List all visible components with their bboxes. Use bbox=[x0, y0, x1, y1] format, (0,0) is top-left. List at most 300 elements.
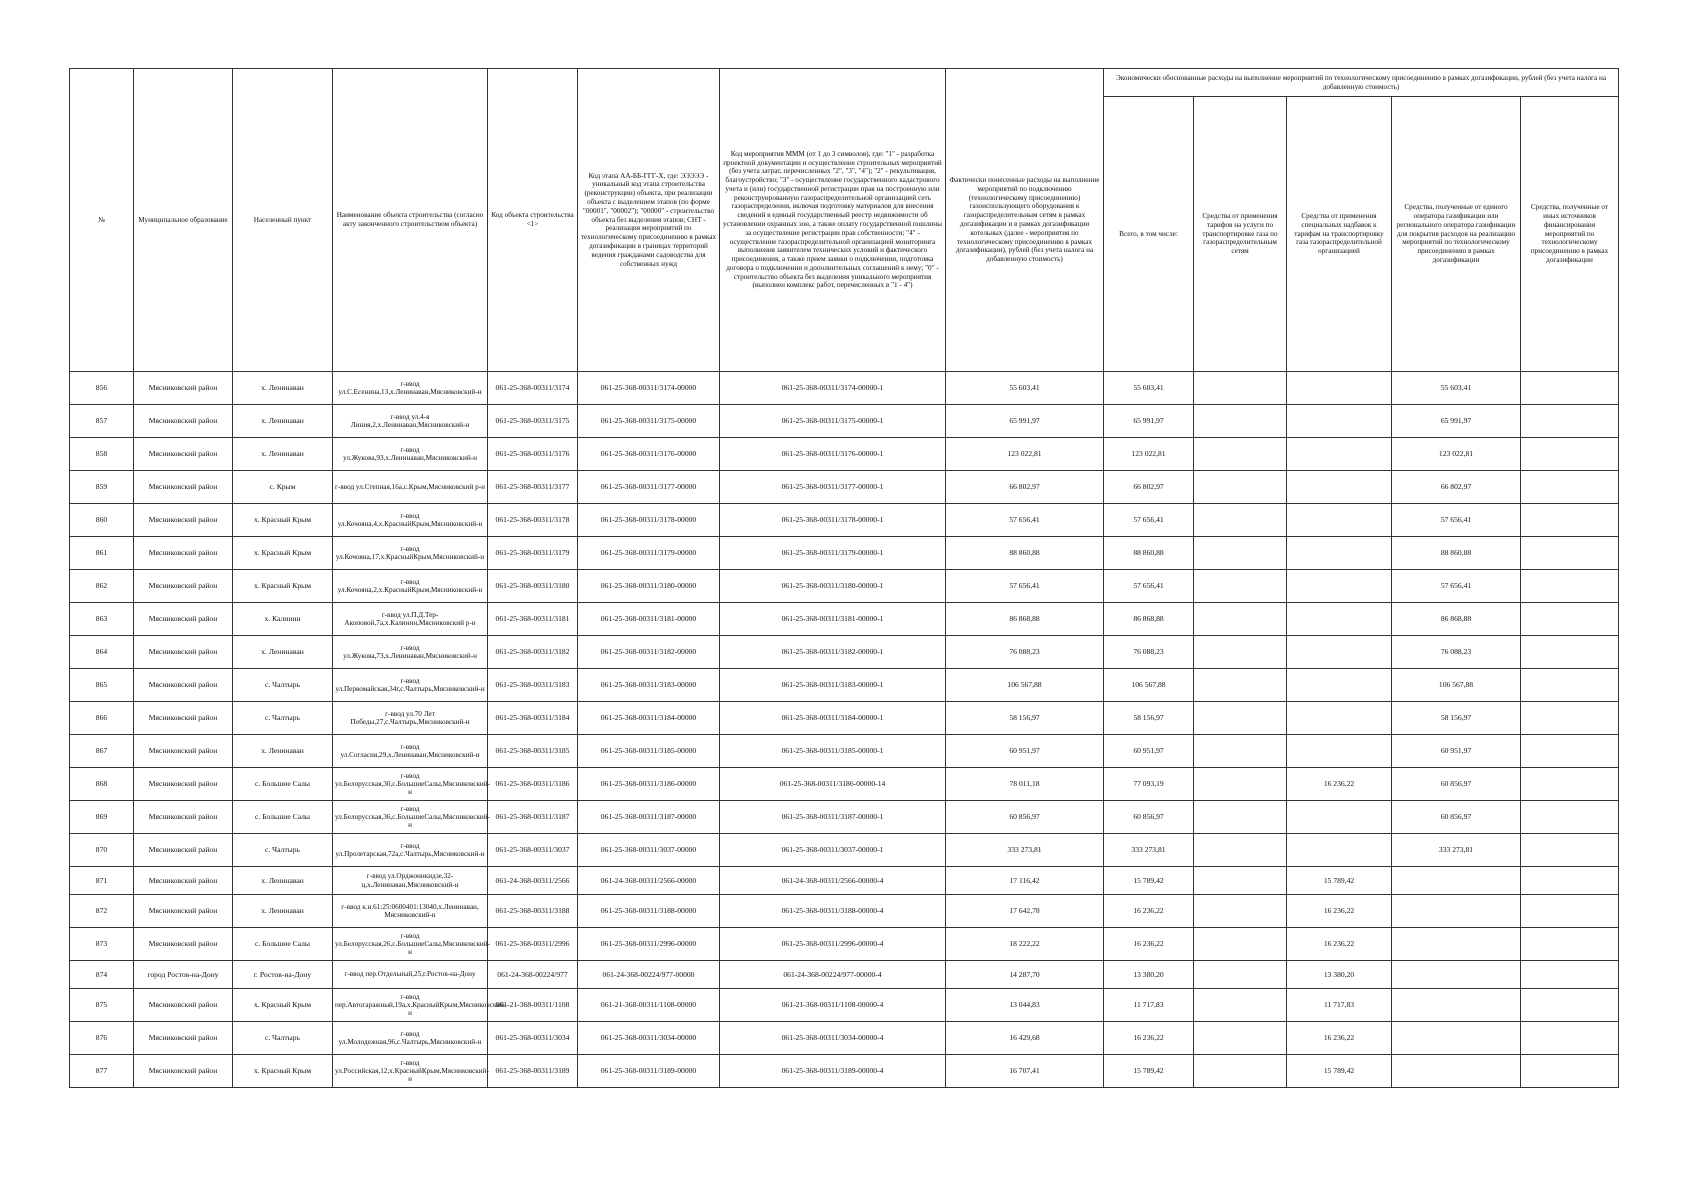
cell-settlement: с. Чалтырь bbox=[233, 834, 333, 867]
cell-settlement: х. Ленинаван bbox=[233, 867, 333, 895]
table-header bbox=[70, 69, 1619, 372]
cell-measure-code: 061-25-368-00311/3184-00000-1 bbox=[720, 702, 946, 735]
cell-actual-costs: 333 273,81 bbox=[946, 834, 1104, 867]
cell-operator-funds: 55 603,41 bbox=[1392, 372, 1521, 405]
cell-operator-funds: 57 656,41 bbox=[1392, 504, 1521, 537]
table-body bbox=[70, 372, 1619, 1088]
cell-tariff-transport bbox=[1194, 989, 1287, 1022]
cell-object-name: г-ввод пер.Отдельный,25,г.Ростов-на-Дону bbox=[333, 961, 488, 989]
cell-total: 76 088,23 bbox=[1104, 636, 1194, 669]
cell-municipality: Мясниковский район bbox=[134, 603, 233, 636]
cell-object-name: г-ввод ул.Жукова,93,х.Ленинаван,Мясниковский-н bbox=[333, 438, 488, 471]
cell-operator-funds bbox=[1392, 1022, 1521, 1055]
cell-object-code: 061-25-368-00311/3180 bbox=[488, 570, 578, 603]
cell-actual-costs: 88 860,88 bbox=[946, 537, 1104, 570]
cell-other-sources bbox=[1521, 471, 1619, 504]
table-row bbox=[70, 768, 1619, 801]
cell-no: 873 bbox=[70, 928, 134, 961]
cell-special-markup bbox=[1287, 603, 1392, 636]
header-group-title: Экономически обоснованные расходы на выполнение мероприятий по технологическому присоединению в рамках догазификации, рублей (без учета налога на добавленную стоимость) bbox=[1104, 69, 1619, 97]
cell-special-markup: 16 236,22 bbox=[1287, 768, 1392, 801]
cell-tariff-transport bbox=[1194, 735, 1287, 768]
cell-actual-costs: 66 802,97 bbox=[946, 471, 1104, 504]
cell-object-code: 061-25-368-00311/3186 bbox=[488, 768, 578, 801]
cell-measure-code: 061-25-368-00311/3186-00000-14 bbox=[720, 768, 946, 801]
cell-municipality: Мясниковский район bbox=[134, 504, 233, 537]
cell-object-name: г-ввод ул.Белорусская,26,с.БольшиеСалы,Мясниковский-н bbox=[333, 928, 488, 961]
cell-municipality: Мясниковский район bbox=[134, 928, 233, 961]
cell-settlement: х. Ленинаван bbox=[233, 372, 333, 405]
cell-measure-code: 061-25-368-00311/3182-00000-1 bbox=[720, 636, 946, 669]
cell-special-markup bbox=[1287, 834, 1392, 867]
cell-actual-costs: 60 951,97 bbox=[946, 735, 1104, 768]
cell-other-sources bbox=[1521, 961, 1619, 989]
cell-municipality: Мясниковский район bbox=[134, 669, 233, 702]
cell-settlement: х. Ленинаван bbox=[233, 735, 333, 768]
cell-tariff-transport bbox=[1194, 405, 1287, 438]
cell-other-sources bbox=[1521, 801, 1619, 834]
cell-measure-code: 061-25-368-00311/3177-00000-1 bbox=[720, 471, 946, 504]
cell-measure-code: 061-25-368-00311/3183-00000-1 bbox=[720, 669, 946, 702]
cell-object-name: г-ввод ул.Кочояна,4,х.КрасныйКрым,Мясниковский-н bbox=[333, 504, 488, 537]
cell-object-code: 061-25-368-00311/3034 bbox=[488, 1022, 578, 1055]
cell-municipality: Мясниковский район bbox=[134, 1022, 233, 1055]
cell-no: 863 bbox=[70, 603, 134, 636]
cell-no: 868 bbox=[70, 768, 134, 801]
cell-municipality: Мясниковский район bbox=[134, 570, 233, 603]
cell-tariff-transport bbox=[1194, 1055, 1287, 1088]
cell-municipality: Мясниковский район bbox=[134, 471, 233, 504]
cell-tariff-transport bbox=[1194, 702, 1287, 735]
cell-object-name: г-ввод ул.С.Есенина,13,х.Ленинаван,Мясниковский-н bbox=[333, 372, 488, 405]
cell-measure-code: 061-25-368-00311/2996-00000-4 bbox=[720, 928, 946, 961]
cell-tariff-transport bbox=[1194, 570, 1287, 603]
cell-object-name: г-ввод к.н.61:25:0600401:13040,х.Ленинаван, Мясниковский-н bbox=[333, 895, 488, 928]
cell-other-sources bbox=[1521, 702, 1619, 735]
cell-measure-code: 061-25-368-00311/3189-00000-4 bbox=[720, 1055, 946, 1088]
cell-stage-code: 061-25-368-00311/3175-00000 bbox=[578, 405, 720, 438]
cell-object-code: 061-25-368-00311/3184 bbox=[488, 702, 578, 735]
cell-tariff-transport bbox=[1194, 372, 1287, 405]
cell-object-name: г-ввод ул.Орджоникидзе,32-ц,х.Ленинаван,Мясниковский-н bbox=[333, 867, 488, 895]
cell-settlement: г. Ростов-на-Дону bbox=[233, 961, 333, 989]
table-row bbox=[70, 989, 1619, 1022]
cell-settlement: с. Чалтырь bbox=[233, 1022, 333, 1055]
cell-object-code: 061-25-368-00311/3174 bbox=[488, 372, 578, 405]
cell-settlement: х. Ленинаван bbox=[233, 895, 333, 928]
cell-total: 55 603,41 bbox=[1104, 372, 1194, 405]
cell-no: 872 bbox=[70, 895, 134, 928]
cell-object-name: г-ввод ул.Молодежная,96,с.Чалтырь,Мясниковский-н bbox=[333, 1022, 488, 1055]
table-row bbox=[70, 603, 1619, 636]
cell-settlement: с. Большие Салы bbox=[233, 768, 333, 801]
cell-total: 57 656,41 bbox=[1104, 570, 1194, 603]
cell-measure-code: 061-25-368-00311/3181-00000-1 bbox=[720, 603, 946, 636]
cell-no: 875 bbox=[70, 989, 134, 1022]
cell-municipality: Мясниковский район bbox=[134, 801, 233, 834]
cell-stage-code: 061-25-368-00311/3189-00000 bbox=[578, 1055, 720, 1088]
cell-special-markup: 16 236,22 bbox=[1287, 928, 1392, 961]
cell-settlement: х. Ленинаван bbox=[233, 636, 333, 669]
cell-stage-code: 061-25-368-00311/3182-00000 bbox=[578, 636, 720, 669]
cell-other-sources bbox=[1521, 405, 1619, 438]
header-object-code: Код объекта строительства <1> bbox=[488, 69, 578, 372]
cell-no: 856 bbox=[70, 372, 134, 405]
cell-total: 15 789,42 bbox=[1104, 1055, 1194, 1088]
cell-object-code: 061-21-368-00311/1108 bbox=[488, 989, 578, 1022]
cell-settlement: х. Калинин bbox=[233, 603, 333, 636]
cell-operator-funds bbox=[1392, 928, 1521, 961]
cell-object-code: 061-25-368-00311/3183 bbox=[488, 669, 578, 702]
cell-no: 874 bbox=[70, 961, 134, 989]
cell-actual-costs: 60 856,97 bbox=[946, 801, 1104, 834]
cell-tariff-transport bbox=[1194, 895, 1287, 928]
header-object-name: Наименование объекта строительства (согласно акту законченного строительством объекта) bbox=[333, 69, 488, 372]
cell-tariff-transport bbox=[1194, 768, 1287, 801]
cell-other-sources bbox=[1521, 895, 1619, 928]
cell-actual-costs: 57 656,41 bbox=[946, 504, 1104, 537]
cell-no: 876 bbox=[70, 1022, 134, 1055]
cell-object-code: 061-25-368-00311/3185 bbox=[488, 735, 578, 768]
table-row bbox=[70, 372, 1619, 405]
cell-operator-funds: 66 802,97 bbox=[1392, 471, 1521, 504]
cell-actual-costs: 13 044,83 bbox=[946, 989, 1104, 1022]
cell-total: 16 236,22 bbox=[1104, 895, 1194, 928]
cell-operator-funds: 88 860,88 bbox=[1392, 537, 1521, 570]
table-row bbox=[70, 636, 1619, 669]
cell-object-code: 061-25-368-00311/3179 bbox=[488, 537, 578, 570]
report-table bbox=[69, 68, 1619, 1088]
cell-total: 106 567,88 bbox=[1104, 669, 1194, 702]
cell-actual-costs: 17 642,78 bbox=[946, 895, 1104, 928]
cell-tariff-transport bbox=[1194, 928, 1287, 961]
cell-no: 860 bbox=[70, 504, 134, 537]
cell-stage-code: 061-25-368-00311/3185-00000 bbox=[578, 735, 720, 768]
cell-other-sources bbox=[1521, 603, 1619, 636]
cell-object-name: г-ввод ул.Кочояна,2,х.КрасныйКрым,Мясниковский-н bbox=[333, 570, 488, 603]
cell-object-code: 061-25-368-00311/3176 bbox=[488, 438, 578, 471]
cell-object-name: г-ввод ул.Белорусская,30,с.БольшиеСалы,Мясниковский-н bbox=[333, 768, 488, 801]
cell-total: 57 656,41 bbox=[1104, 504, 1194, 537]
cell-total: 66 802,97 bbox=[1104, 471, 1194, 504]
cell-measure-code: 061-25-368-00311/3034-00000-4 bbox=[720, 1022, 946, 1055]
cell-operator-funds: 106 567,88 bbox=[1392, 669, 1521, 702]
cell-special-markup bbox=[1287, 537, 1392, 570]
cell-object-name: г-ввод пер.Автогаражный,19а,х.КрасныйКрым,Мясниковский-н bbox=[333, 989, 488, 1022]
cell-other-sources bbox=[1521, 928, 1619, 961]
cell-tariff-transport bbox=[1194, 537, 1287, 570]
cell-total: 16 236,22 bbox=[1104, 928, 1194, 961]
cell-municipality: Мясниковский район bbox=[134, 989, 233, 1022]
cell-settlement: х. Красный Крым bbox=[233, 570, 333, 603]
cell-total: 11 717,83 bbox=[1104, 989, 1194, 1022]
cell-actual-costs: 76 088,23 bbox=[946, 636, 1104, 669]
cell-actual-costs: 86 868,88 bbox=[946, 603, 1104, 636]
cell-special-markup bbox=[1287, 735, 1392, 768]
cell-stage-code: 061-21-368-00311/1108-00000 bbox=[578, 989, 720, 1022]
cell-measure-code: 061-25-368-00311/3175-00000-1 bbox=[720, 405, 946, 438]
cell-stage-code: 061-25-368-00311/3034-00000 bbox=[578, 1022, 720, 1055]
cell-stage-code: 061-25-368-00311/3188-00000 bbox=[578, 895, 720, 928]
cell-actual-costs: 58 156,97 bbox=[946, 702, 1104, 735]
cell-no: 859 bbox=[70, 471, 134, 504]
cell-measure-code: 061-25-368-00311/3037-00000-1 bbox=[720, 834, 946, 867]
table-row bbox=[70, 801, 1619, 834]
cell-municipality: Мясниковский район bbox=[134, 1055, 233, 1088]
cell-settlement: с. Большие Салы bbox=[233, 801, 333, 834]
table-row bbox=[70, 471, 1619, 504]
cell-municipality: Мясниковский район bbox=[134, 372, 233, 405]
cell-municipality: Мясниковский район bbox=[134, 438, 233, 471]
cell-special-markup bbox=[1287, 504, 1392, 537]
cell-other-sources bbox=[1521, 768, 1619, 801]
cell-object-code: 061-25-368-00311/3175 bbox=[488, 405, 578, 438]
header-special-markup: Средства от применения специальных надбавок к тарифам на транспортировку газа газораспределительной организацией bbox=[1287, 97, 1392, 372]
cell-total: 13 380,20 bbox=[1104, 961, 1194, 989]
cell-settlement: с. Чалтырь bbox=[233, 702, 333, 735]
cell-object-code: 061-24-368-00224/977 bbox=[488, 961, 578, 989]
table-row bbox=[70, 867, 1619, 895]
cell-object-code: 061-25-368-00311/3187 bbox=[488, 801, 578, 834]
cell-municipality: Мясниковский район bbox=[134, 768, 233, 801]
cell-special-markup bbox=[1287, 669, 1392, 702]
cell-object-code: 061-25-368-00311/3037 bbox=[488, 834, 578, 867]
cell-measure-code: 061-25-368-00311/3178-00000-1 bbox=[720, 504, 946, 537]
cell-operator-funds: 86 868,88 bbox=[1392, 603, 1521, 636]
cell-settlement: х. Ленинаван bbox=[233, 405, 333, 438]
cell-special-markup: 13 380,20 bbox=[1287, 961, 1392, 989]
cell-operator-funds: 60 951,97 bbox=[1392, 735, 1521, 768]
cell-municipality: город Ростов-на-Дону bbox=[134, 961, 233, 989]
cell-total: 77 093,19 bbox=[1104, 768, 1194, 801]
cell-other-sources bbox=[1521, 537, 1619, 570]
cell-total: 88 860,88 bbox=[1104, 537, 1194, 570]
cell-stage-code: 061-24-368-00224/977-00000 bbox=[578, 961, 720, 989]
header-settlement: Населенный пункт bbox=[233, 69, 333, 372]
cell-other-sources bbox=[1521, 867, 1619, 895]
cell-no: 857 bbox=[70, 405, 134, 438]
cell-object-code: 061-25-368-00311/3181 bbox=[488, 603, 578, 636]
header-actual-costs: Фактически понесенные расходы на выполнение мероприятий по подключению (технологическому присоединению) газоиспользующего оборудования к газораспределительным сетям в рамках догазификации и в рамках догазификации котельных (далее - мероприятия по технологическому присоединению в рамках догазификации), рублей (без учета налога на добавленную стоимость) bbox=[946, 69, 1104, 372]
table-row bbox=[70, 961, 1619, 989]
cell-measure-code: 061-25-368-00311/3187-00000-1 bbox=[720, 801, 946, 834]
cell-operator-funds: 58 156,97 bbox=[1392, 702, 1521, 735]
cell-object-name: г-ввод ул.Кочояна,17,х.КрасныйКрым,Мясниковский-н bbox=[333, 537, 488, 570]
cell-municipality: Мясниковский район bbox=[134, 867, 233, 895]
cell-other-sources bbox=[1521, 735, 1619, 768]
cell-object-name: г-ввод ул.Степная,16а,с.Крым,Мясниковский р-н bbox=[333, 471, 488, 504]
cell-operator-funds: 60 856,97 bbox=[1392, 768, 1521, 801]
cell-total: 15 789,42 bbox=[1104, 867, 1194, 895]
cell-measure-code: 061-21-368-00311/1108-00000-4 bbox=[720, 989, 946, 1022]
cell-municipality: Мясниковский район bbox=[134, 895, 233, 928]
cell-tariff-transport bbox=[1194, 801, 1287, 834]
cell-tariff-transport bbox=[1194, 438, 1287, 471]
cell-measure-code: 061-25-368-00311/3185-00000-1 bbox=[720, 735, 946, 768]
cell-measure-code: 061-25-368-00311/3188-00000-4 bbox=[720, 895, 946, 928]
table-row bbox=[70, 504, 1619, 537]
cell-tariff-transport bbox=[1194, 1022, 1287, 1055]
cell-tariff-transport bbox=[1194, 636, 1287, 669]
cell-object-name: г-ввод ул.Жукова,73,х.Ленинаван,Мясниковский-н bbox=[333, 636, 488, 669]
cell-tariff-transport bbox=[1194, 603, 1287, 636]
cell-measure-code: 061-25-368-00311/3180-00000-1 bbox=[720, 570, 946, 603]
cell-object-name: г-ввод ул.П.Д.Тер-Акоповой,7а,х.Калинин,Мясниковский р-н bbox=[333, 603, 488, 636]
cell-municipality: Мясниковский район bbox=[134, 537, 233, 570]
cell-operator-funds: 123 022,81 bbox=[1392, 438, 1521, 471]
table-row bbox=[70, 895, 1619, 928]
cell-special-markup bbox=[1287, 570, 1392, 603]
cell-object-name: г-ввод ул.Согласия,29,х.Ленинаван,Мясниковский-н bbox=[333, 735, 488, 768]
cell-object-code: 061-25-368-00311/3188 bbox=[488, 895, 578, 928]
cell-total: 58 156,97 bbox=[1104, 702, 1194, 735]
cell-settlement: х. Красный Крым bbox=[233, 537, 333, 570]
table-row bbox=[70, 834, 1619, 867]
cell-special-markup bbox=[1287, 636, 1392, 669]
cell-settlement: х. Красный Крым bbox=[233, 504, 333, 537]
cell-no: 877 bbox=[70, 1055, 134, 1088]
cell-total: 65 991,97 bbox=[1104, 405, 1194, 438]
cell-actual-costs: 65 991,97 bbox=[946, 405, 1104, 438]
cell-other-sources bbox=[1521, 504, 1619, 537]
cell-actual-costs: 78 011,18 bbox=[946, 768, 1104, 801]
header-operator-funds: Средства, полученные от единого оператора газификации или регионального оператора газификации для покрытия расходов на реализацию мероприятий по технологическому присоединению в рамках догазификации bbox=[1392, 97, 1521, 372]
cell-special-markup: 15 789,42 bbox=[1287, 1055, 1392, 1088]
cell-operator-funds: 65 991,97 bbox=[1392, 405, 1521, 438]
cell-object-code: 061-25-368-00311/3182 bbox=[488, 636, 578, 669]
cell-total: 16 236,22 bbox=[1104, 1022, 1194, 1055]
cell-stage-code: 061-25-368-00311/3186-00000 bbox=[578, 768, 720, 801]
cell-object-code: 061-25-368-00311/3189 bbox=[488, 1055, 578, 1088]
cell-object-name: г-ввод ул.Первомайская,34г,с.Чалтырь,Мясниковский-н bbox=[333, 669, 488, 702]
cell-tariff-transport bbox=[1194, 961, 1287, 989]
cell-settlement: х. Красный Крым bbox=[233, 1055, 333, 1088]
cell-other-sources bbox=[1521, 834, 1619, 867]
cell-operator-funds bbox=[1392, 895, 1521, 928]
cell-stage-code: 061-24-368-00311/2566-00000 bbox=[578, 867, 720, 895]
cell-no: 858 bbox=[70, 438, 134, 471]
header-other-sources: Средства, полученные от иных источников финансирования мероприятий по технологическому присоединению в рамках догазификации bbox=[1521, 97, 1619, 372]
cell-stage-code: 061-25-368-00311/3179-00000 bbox=[578, 537, 720, 570]
table-row bbox=[70, 1022, 1619, 1055]
cell-object-name: г-ввод ул.Российская,12,х.КрасныйКрым,Мясниковский-н bbox=[333, 1055, 488, 1088]
cell-tariff-transport bbox=[1194, 834, 1287, 867]
cell-total: 86 868,88 bbox=[1104, 603, 1194, 636]
cell-operator-funds: 76 088,23 bbox=[1392, 636, 1521, 669]
cell-actual-costs: 16 707,41 bbox=[946, 1055, 1104, 1088]
cell-special-markup: 15 789,42 bbox=[1287, 867, 1392, 895]
table-row bbox=[70, 735, 1619, 768]
cell-measure-code: 061-25-368-00311/3176-00000-1 bbox=[720, 438, 946, 471]
cell-object-code: 061-25-368-00311/3177 bbox=[488, 471, 578, 504]
table-row bbox=[70, 570, 1619, 603]
cell-actual-costs: 14 287,70 bbox=[946, 961, 1104, 989]
cell-operator-funds bbox=[1392, 989, 1521, 1022]
cell-operator-funds bbox=[1392, 1055, 1521, 1088]
cell-municipality: Мясниковский район bbox=[134, 636, 233, 669]
table-row bbox=[70, 669, 1619, 702]
cell-no: 869 bbox=[70, 801, 134, 834]
cell-object-code: 061-25-368-00311/2996 bbox=[488, 928, 578, 961]
cell-total: 60 951,97 bbox=[1104, 735, 1194, 768]
cell-operator-funds: 57 656,41 bbox=[1392, 570, 1521, 603]
cell-no: 864 bbox=[70, 636, 134, 669]
cell-actual-costs: 57 656,41 bbox=[946, 570, 1104, 603]
cell-other-sources bbox=[1521, 669, 1619, 702]
cell-operator-funds bbox=[1392, 867, 1521, 895]
cell-special-markup: 16 236,22 bbox=[1287, 1022, 1392, 1055]
cell-special-markup bbox=[1287, 801, 1392, 834]
cell-stage-code: 061-25-368-00311/3181-00000 bbox=[578, 603, 720, 636]
header-total: Всего, в том числе: bbox=[1104, 97, 1194, 372]
cell-actual-costs: 16 429,68 bbox=[946, 1022, 1104, 1055]
cell-special-markup: 16 236,22 bbox=[1287, 895, 1392, 928]
cell-operator-funds: 333 273,81 bbox=[1392, 834, 1521, 867]
cell-settlement: с. Чалтырь bbox=[233, 669, 333, 702]
cell-actual-costs: 55 603,41 bbox=[946, 372, 1104, 405]
table-row bbox=[70, 702, 1619, 735]
cell-total: 60 856,97 bbox=[1104, 801, 1194, 834]
cell-measure-code: 061-24-368-00224/977-00000-4 bbox=[720, 961, 946, 989]
cell-other-sources bbox=[1521, 372, 1619, 405]
cell-special-markup bbox=[1287, 372, 1392, 405]
cell-settlement: х. Красный Крым bbox=[233, 989, 333, 1022]
cell-tariff-transport bbox=[1194, 867, 1287, 895]
cell-stage-code: 061-25-368-00311/3180-00000 bbox=[578, 570, 720, 603]
cell-municipality: Мясниковский район bbox=[134, 405, 233, 438]
cell-other-sources bbox=[1521, 570, 1619, 603]
cell-settlement: х. Ленинаван bbox=[233, 438, 333, 471]
cell-other-sources bbox=[1521, 989, 1619, 1022]
cell-stage-code: 061-25-368-00311/3037-00000 bbox=[578, 834, 720, 867]
cell-no: 866 bbox=[70, 702, 134, 735]
cell-no: 867 bbox=[70, 735, 134, 768]
cell-tariff-transport bbox=[1194, 504, 1287, 537]
cell-settlement: с. Большие Салы bbox=[233, 928, 333, 961]
cell-special-markup bbox=[1287, 405, 1392, 438]
cell-object-code: 061-24-368-00311/2566 bbox=[488, 867, 578, 895]
cell-actual-costs: 106 567,88 bbox=[946, 669, 1104, 702]
cell-special-markup bbox=[1287, 438, 1392, 471]
cell-operator-funds: 60 856,97 bbox=[1392, 801, 1521, 834]
cell-no: 871 bbox=[70, 867, 134, 895]
cell-actual-costs: 17 116,42 bbox=[946, 867, 1104, 895]
cell-object-name: г-ввод ул.Пролетарская,72а,с.Чалтырь,Мясниковский-н bbox=[333, 834, 488, 867]
cell-object-code: 061-25-368-00311/3178 bbox=[488, 504, 578, 537]
cell-no: 865 bbox=[70, 669, 134, 702]
cell-municipality: Мясниковский район bbox=[134, 702, 233, 735]
cell-tariff-transport bbox=[1194, 471, 1287, 504]
table-row bbox=[70, 537, 1619, 570]
cell-measure-code: 061-24-368-00311/2566-00000-4 bbox=[720, 867, 946, 895]
header-stage-code: Код этапа АА-ББ-ГГГ-Х, где: ЭЭЭЭЭ - уникальный код этапа строительства (реконструкции) объекта, при реализации объекта с выделением этапов (по форме "00001", "00002"); "00000" - строительство объекта без выделения этапов; СНТ - реализация мероприятий по технологическому присоединению в рамках догазификации в границах территорий ведения гражданами садоводства для собственных нужд bbox=[578, 69, 720, 372]
header-tariff-transport: Средства от применения тарифов на услуги по транспортировке газа по газораспределительным сетям bbox=[1194, 97, 1287, 372]
cell-stage-code: 061-25-368-00311/3174-00000 bbox=[578, 372, 720, 405]
table-row bbox=[70, 405, 1619, 438]
cell-measure-code: 061-25-368-00311/3179-00000-1 bbox=[720, 537, 946, 570]
cell-special-markup: 11 717,83 bbox=[1287, 989, 1392, 1022]
cell-no: 861 bbox=[70, 537, 134, 570]
cell-stage-code: 061-25-368-00311/3184-00000 bbox=[578, 702, 720, 735]
cell-tariff-transport bbox=[1194, 669, 1287, 702]
cell-special-markup bbox=[1287, 702, 1392, 735]
cell-total: 123 022,81 bbox=[1104, 438, 1194, 471]
table-row bbox=[70, 928, 1619, 961]
header-measure-code: Код мероприятия МММ (от 1 до 3 символов), где: "1" - разработка проектной документации и осуществление строительных мероприятий (без учета затрат, перечисленных "2", "3", "4"); "2" - рекультивация, благоустройство; "3" - осуществление государственного кадастрового учета и (или) государственной регистрации прав на построенную или реконструированную газораспределительной организацией сеть газораспределения, включая подготовку материалов для внесения сведений в единый государственный реестр недвижимости об установлении охранных зон, а также оплату государственной пошлины за осуществление регистрации прав собственности; "4" - осуществление газораспределительной организацией мониторинга выполнения заявителем технических условий и фактического присоединения, а также прием заявки о подключении, подготовка договора о подключении и дополнительных соглашений к нему; "0" - строительство объекта без выделения уникального мероприятия (выполнен комплекс работ, перечисленных в "1 - 4") bbox=[720, 69, 946, 372]
cell-object-name: г-ввод ул.70 Лет Победы,27,с.Чалтырь,Мясниковский-н bbox=[333, 702, 488, 735]
cell-total: 333 273,81 bbox=[1104, 834, 1194, 867]
cell-other-sources bbox=[1521, 636, 1619, 669]
